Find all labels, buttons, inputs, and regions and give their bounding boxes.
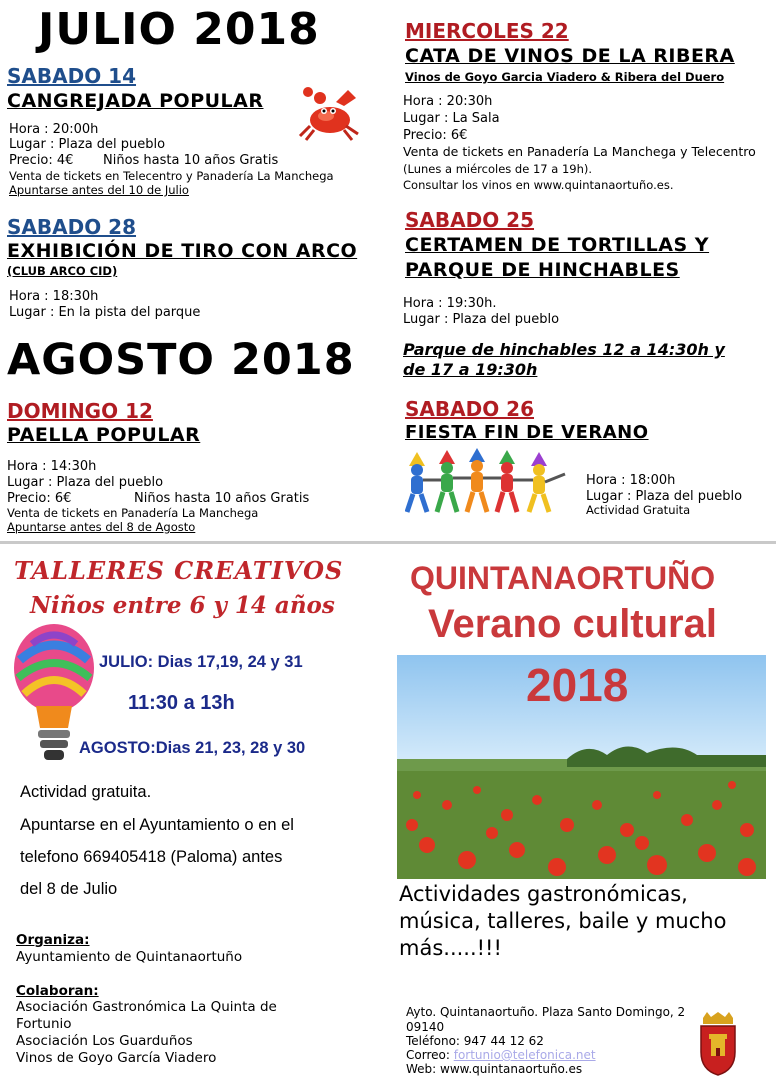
talleres-julio: JULIO: Dias 17,19, 24 y 31 <box>99 653 303 671</box>
crab-icon <box>296 84 364 142</box>
event-title: FIESTA FIN DE VERANO <box>405 422 649 443</box>
colaboran-label: Colaboran: <box>16 983 99 999</box>
colaboran-line: Fortunio <box>16 1016 72 1032</box>
talleres-subtitle: Niños entre 6 y 14 años <box>30 592 335 619</box>
coat-of-arms-icon <box>697 1012 739 1076</box>
event-lugar: Lugar : Plaza del pueblo <box>9 137 166 152</box>
event-day: SABADO 26 <box>405 397 535 421</box>
event-day: MIERCOLES 22 <box>405 19 569 43</box>
section-divider <box>0 541 776 544</box>
contact-email-row <box>406 1048 596 1062</box>
contact-postal: 09140 <box>406 1020 445 1034</box>
poster-activities: Actividades gastronómicas, <box>399 882 688 906</box>
colaboran-line: Asociación Los Guarduños <box>16 1033 193 1049</box>
event-hora: Hora : 18:00h <box>586 473 676 488</box>
event-lugar: Lugar : Plaza del pueblo <box>7 475 164 490</box>
talleres-title: TALLERES CREATIVOS <box>14 556 344 585</box>
organiza-value: Ayuntamiento de Quintanaortuño <box>16 949 243 965</box>
event-title: CATA DE VINOS DE LA RIBERA <box>405 45 735 67</box>
talleres-line: Apuntarse en el Ayuntamiento o en el <box>20 816 294 834</box>
event-day: SABADO 25 <box>405 208 535 232</box>
organiza-label: Organiza: <box>16 932 90 948</box>
contact-phone: Teléfono: 947 44 12 62 <box>406 1034 544 1048</box>
event-hora: Hora : 19:30h. <box>403 296 497 311</box>
poster-year: 2018 <box>526 659 629 711</box>
talleres-horario: 11:30 a 13h <box>128 692 235 714</box>
event-title: PARQUE DE HINCHABLES <box>405 259 680 281</box>
event-title: EXHIBICIÓN DE TIRO CON ARCO <box>7 240 358 262</box>
event-lugar: Lugar : Plaza del pueblo <box>586 489 743 504</box>
agosto-title: AGOSTO 2018 <box>7 335 355 385</box>
event-apuntarse: Apuntarse antes del 10 de Julio <box>9 183 189 197</box>
event-parque: Parque de hinchables 12 a 14:30h y <box>403 340 725 359</box>
event-hora: Hora : 20:00h <box>9 122 99 137</box>
event-title: CERTAMEN DE TORTILLAS Y <box>405 234 710 256</box>
event-venta: Venta de tickets en Telecentro y Panadería La Manchega <box>9 169 334 183</box>
event-apuntarse: Apuntarse antes del 8 de Agosto <box>7 520 196 534</box>
event-precio: Precio: 6€ <box>403 128 468 143</box>
event-horario: (Lunes a miércoles de 17 a 19h). <box>403 162 593 176</box>
event-title: PAELLA POPULAR <box>7 424 201 446</box>
colaboran-line: Asociación Gastronómica La Quinta de <box>16 999 277 1015</box>
contact-email-link[interactable]: fortunio@telefonica.net <box>453 1048 596 1062</box>
event-subtitle: Vinos de Goyo Garcia Viadero & Ribera del Duero <box>405 70 725 84</box>
talleres-agosto: AGOSTO:Dias 21, 23, 28 y 30 <box>79 739 306 757</box>
talleres-line: telefono 669405418 (Paloma) antes <box>20 848 283 866</box>
event-lugar: Lugar : En la pista del parque <box>9 305 201 320</box>
event-hora: Hora : 18:30h <box>9 289 99 304</box>
event-actividad: Actividad Gratuita <box>586 503 691 517</box>
event-hora: Hora : 14:30h <box>7 459 97 474</box>
event-venta: Venta de tickets en Panadería La Manchega y Telecentro <box>403 144 756 159</box>
event-lugar: Lugar : Plaza del pueblo <box>403 312 560 327</box>
event-precio: Precio: 6€ <box>7 491 72 506</box>
contact-email-label: Correo: <box>406 1048 450 1062</box>
event-day: SABADO 14 <box>7 64 137 88</box>
party-figures-icon <box>405 448 573 516</box>
colaboran-line: Vinos de Goyo García Viadero <box>16 1050 217 1066</box>
event-lugar: Lugar : La Sala <box>403 111 500 126</box>
event-hora: Hora : 20:30h <box>403 94 493 109</box>
talleres-line: del 8 de Julio <box>20 880 118 898</box>
poster-subtitle: Verano cultural <box>428 602 717 646</box>
contact-web[interactable]: Web: www.quintanaortuño.es <box>406 1062 583 1076</box>
talleres-line: Actividad gratuita. <box>20 783 152 801</box>
event-venta: Venta de tickets en Panadería La Manchega <box>7 506 259 520</box>
event-parque: de 17 a 19:30h <box>403 360 538 379</box>
event-subtitle: (CLUB ARCO CID) <box>7 264 118 278</box>
contact-address: Ayto. Quintanaortuño. Plaza Santo Domingo, 2 <box>406 1005 686 1019</box>
event-day: DOMINGO 12 <box>7 399 153 423</box>
event-precio: Precio: 4€ <box>9 153 74 168</box>
julio-title: JULIO 2018 <box>38 4 320 55</box>
event-ninos: Niños hasta 10 años Gratis <box>134 491 310 506</box>
event-ninos: Niños hasta 10 años Gratis <box>103 153 279 168</box>
event-consultar: Consultar los vinos en www.quintanaortuño.es. <box>403 178 674 192</box>
event-day: SABADO 28 <box>7 215 137 239</box>
poster-activities: más.....!!! <box>399 936 502 960</box>
town-name: QUINTANAORTUÑO <box>410 560 716 596</box>
poster-activities: música, talleres, baile y mucho <box>399 909 727 933</box>
event-title: CANGREJADA POPULAR <box>7 90 264 112</box>
